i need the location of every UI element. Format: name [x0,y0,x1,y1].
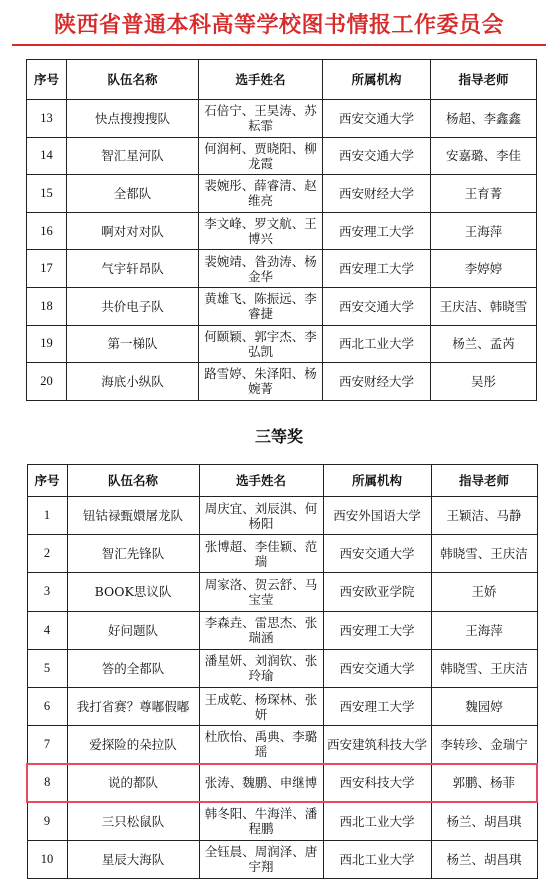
cell-team: 共价电子队 [67,287,199,325]
cell-number: 7 [27,726,67,764]
cell-number: 3 [27,573,67,611]
column-header-number: 序号 [27,60,67,100]
cell-org: 西北工业大学 [323,840,431,878]
document-title: 陕西省普通本科高等学校图书情报工作委员会 [53,13,504,38]
cell-number: 14 [27,137,67,175]
cell-number: 13 [27,100,67,138]
cell-number: 2 [27,535,67,573]
cell-advisor: 王海萍 [431,611,537,649]
cell-number: 4 [27,611,67,649]
cell-number: 5 [27,649,67,687]
cell-org: 西安交通大学 [323,287,431,325]
cell-members: 黄雄飞、陈振远、李睿捷 [199,287,323,325]
cell-team: 星辰大海队 [67,840,199,878]
cell-team: 钮钴禄甄嬛屠龙队 [67,497,199,535]
cell-team: 全都队 [67,175,199,213]
cell-number: 1 [27,497,67,535]
table-row [27,100,537,138]
cell-members: 裴婉靖、昝劲涛、杨金华 [199,250,323,288]
cell-members: 周庆宜、刘辰淇、何杨阳 [199,497,323,535]
cell-team: 快点搜搜搜队 [67,100,199,138]
cell-advisor: 李婷婷 [431,250,537,288]
header-divider [12,44,546,46]
cell-members: 周家洛、贺云舒、马宝莹 [199,573,323,611]
table-row [27,325,537,363]
cell-team: 第一梯队 [67,325,199,363]
awards-table-continued [26,59,537,401]
cell-team: 三只松鼠队 [67,802,199,840]
cell-team: 说的都队 [67,764,199,802]
cell-members: 何颐颖、郭宇杰、李弘凯 [199,325,323,363]
cell-org: 西北工业大学 [323,802,431,840]
column-header-org: 所属机构 [323,465,431,497]
column-header-advisor: 指导老师 [431,60,537,100]
cell-org: 西安交通大学 [323,649,431,687]
cell-org: 西安财经大学 [323,175,431,213]
cell-org: 西安财经大学 [323,363,431,401]
column-header-team: 队伍名称 [67,60,199,100]
cell-members: 杜欣怡、禹典、李璐瑶 [199,726,323,764]
cell-org: 西安欧亚学院 [323,573,431,611]
cell-org: 西安外国语大学 [323,497,431,535]
cell-advisor: 李转珍、金瑞宁 [431,726,537,764]
cell-team: BOOK思议队 [67,573,199,611]
cell-members: 李森垚、雷思杰、张瑞涵 [199,611,323,649]
cell-number: 17 [27,250,67,288]
cell-org: 西安建筑科技大学 [323,726,431,764]
cell-team: 海底小纵队 [67,363,199,401]
cell-org: 西安理工大学 [323,611,431,649]
cell-members: 全钰晨、周润泽、唐宇翔 [199,840,323,878]
table-row [27,212,537,250]
column-header-advisor: 指导老师 [431,465,537,497]
table-row [27,611,537,649]
table-row [27,363,537,401]
cell-members: 石倍宁、王昊涛、苏耘霏 [199,100,323,138]
third-prize-heading: 三等奖 [254,427,303,446]
cell-advisor: 魏园婷 [431,687,537,725]
table-row [27,250,537,288]
cell-org: 西安理工大学 [323,212,431,250]
cell-advisor: 杨兰、胡昌琪 [431,840,537,878]
cell-team: 气宇轩昂队 [67,250,199,288]
table-row [27,649,537,687]
cell-members: 潘星妍、刘润钦、张玲瑜 [199,649,323,687]
cell-advisor: 杨超、李鑫鑫 [431,100,537,138]
cell-org: 西安理工大学 [323,687,431,725]
cell-advisor: 杨兰、孟芮 [431,325,537,363]
table-row [27,497,537,535]
document-header [0,0,558,52]
cell-members: 韩冬阳、牛海洋、潘程鹏 [199,802,323,840]
cell-team: 啊对对对队 [67,212,199,250]
cell-team: 智汇星河队 [67,137,199,175]
cell-members: 张博超、李佳颖、范瑞 [199,535,323,573]
table-header-row [27,465,537,497]
column-header-members: 选手姓名 [199,60,323,100]
third-prize-table [26,464,538,879]
table-row [27,726,537,764]
cell-number: 10 [27,840,67,878]
cell-team: 好问题队 [67,611,199,649]
cell-members: 王成乾、杨琛林、张妍 [199,687,323,725]
cell-number: 19 [27,325,67,363]
cell-team: 答的全都队 [67,649,199,687]
cell-number: 8 [27,764,67,802]
table-row [27,175,537,213]
cell-advisor: 王育菁 [431,175,537,213]
cell-members: 路雪婷、朱泽阳、杨婉菁 [199,363,323,401]
cell-advisor: 韩晓雪、王庆洁 [431,535,537,573]
cell-number: 18 [27,287,67,325]
cell-org: 西安科技大学 [323,764,431,802]
cell-org: 西北工业大学 [323,325,431,363]
cell-advisor: 韩晓雪、王庆洁 [431,649,537,687]
cell-members: 何润柯、贾晓阳、柳龙霞 [199,137,323,175]
cell-advisor: 杨兰、胡昌琪 [431,802,537,840]
cell-number: 9 [27,802,67,840]
column-header-number: 序号 [27,465,67,497]
table-header-row [27,60,537,100]
cell-team: 智汇先锋队 [67,535,199,573]
table-row [27,287,537,325]
cell-members: 张涛、魏鹏、申继博 [199,764,323,802]
cell-team: 爱探险的朵拉队 [67,726,199,764]
cell-org: 西安交通大学 [323,535,431,573]
column-header-members: 选手姓名 [199,465,323,497]
table-row [27,802,537,840]
table-row [27,687,537,725]
table-row-highlighted [27,764,537,802]
table-row [27,573,537,611]
cell-number: 20 [27,363,67,401]
table-row [27,137,537,175]
table-row [27,535,537,573]
cell-number: 6 [27,687,67,725]
cell-advisor: 王娇 [431,573,537,611]
cell-members: 李文峰、罗文航、王博兴 [199,212,323,250]
column-header-org: 所属机构 [323,60,431,100]
cell-advisor: 吴彤 [431,363,537,401]
cell-org: 西安交通大学 [323,137,431,175]
cell-advisor: 王颖洁、马静 [431,497,537,535]
cell-advisor: 王庆洁、韩晓雪 [431,287,537,325]
cell-org: 西安交通大学 [323,100,431,138]
cell-team: 我打省赛？尊嘟假嘟 [67,687,199,725]
cell-number: 15 [27,175,67,213]
table-row [27,840,537,878]
cell-org: 西安理工大学 [323,250,431,288]
cell-advisor: 王海萍 [431,212,537,250]
column-header-team: 队伍名称 [67,465,199,497]
cell-advisor: 安嘉璐、李佳 [431,137,537,175]
cell-members: 裴婉彤、薛睿清、赵维亮 [199,175,323,213]
cell-number: 16 [27,212,67,250]
cell-advisor: 郭鹏、杨菲 [431,764,537,802]
